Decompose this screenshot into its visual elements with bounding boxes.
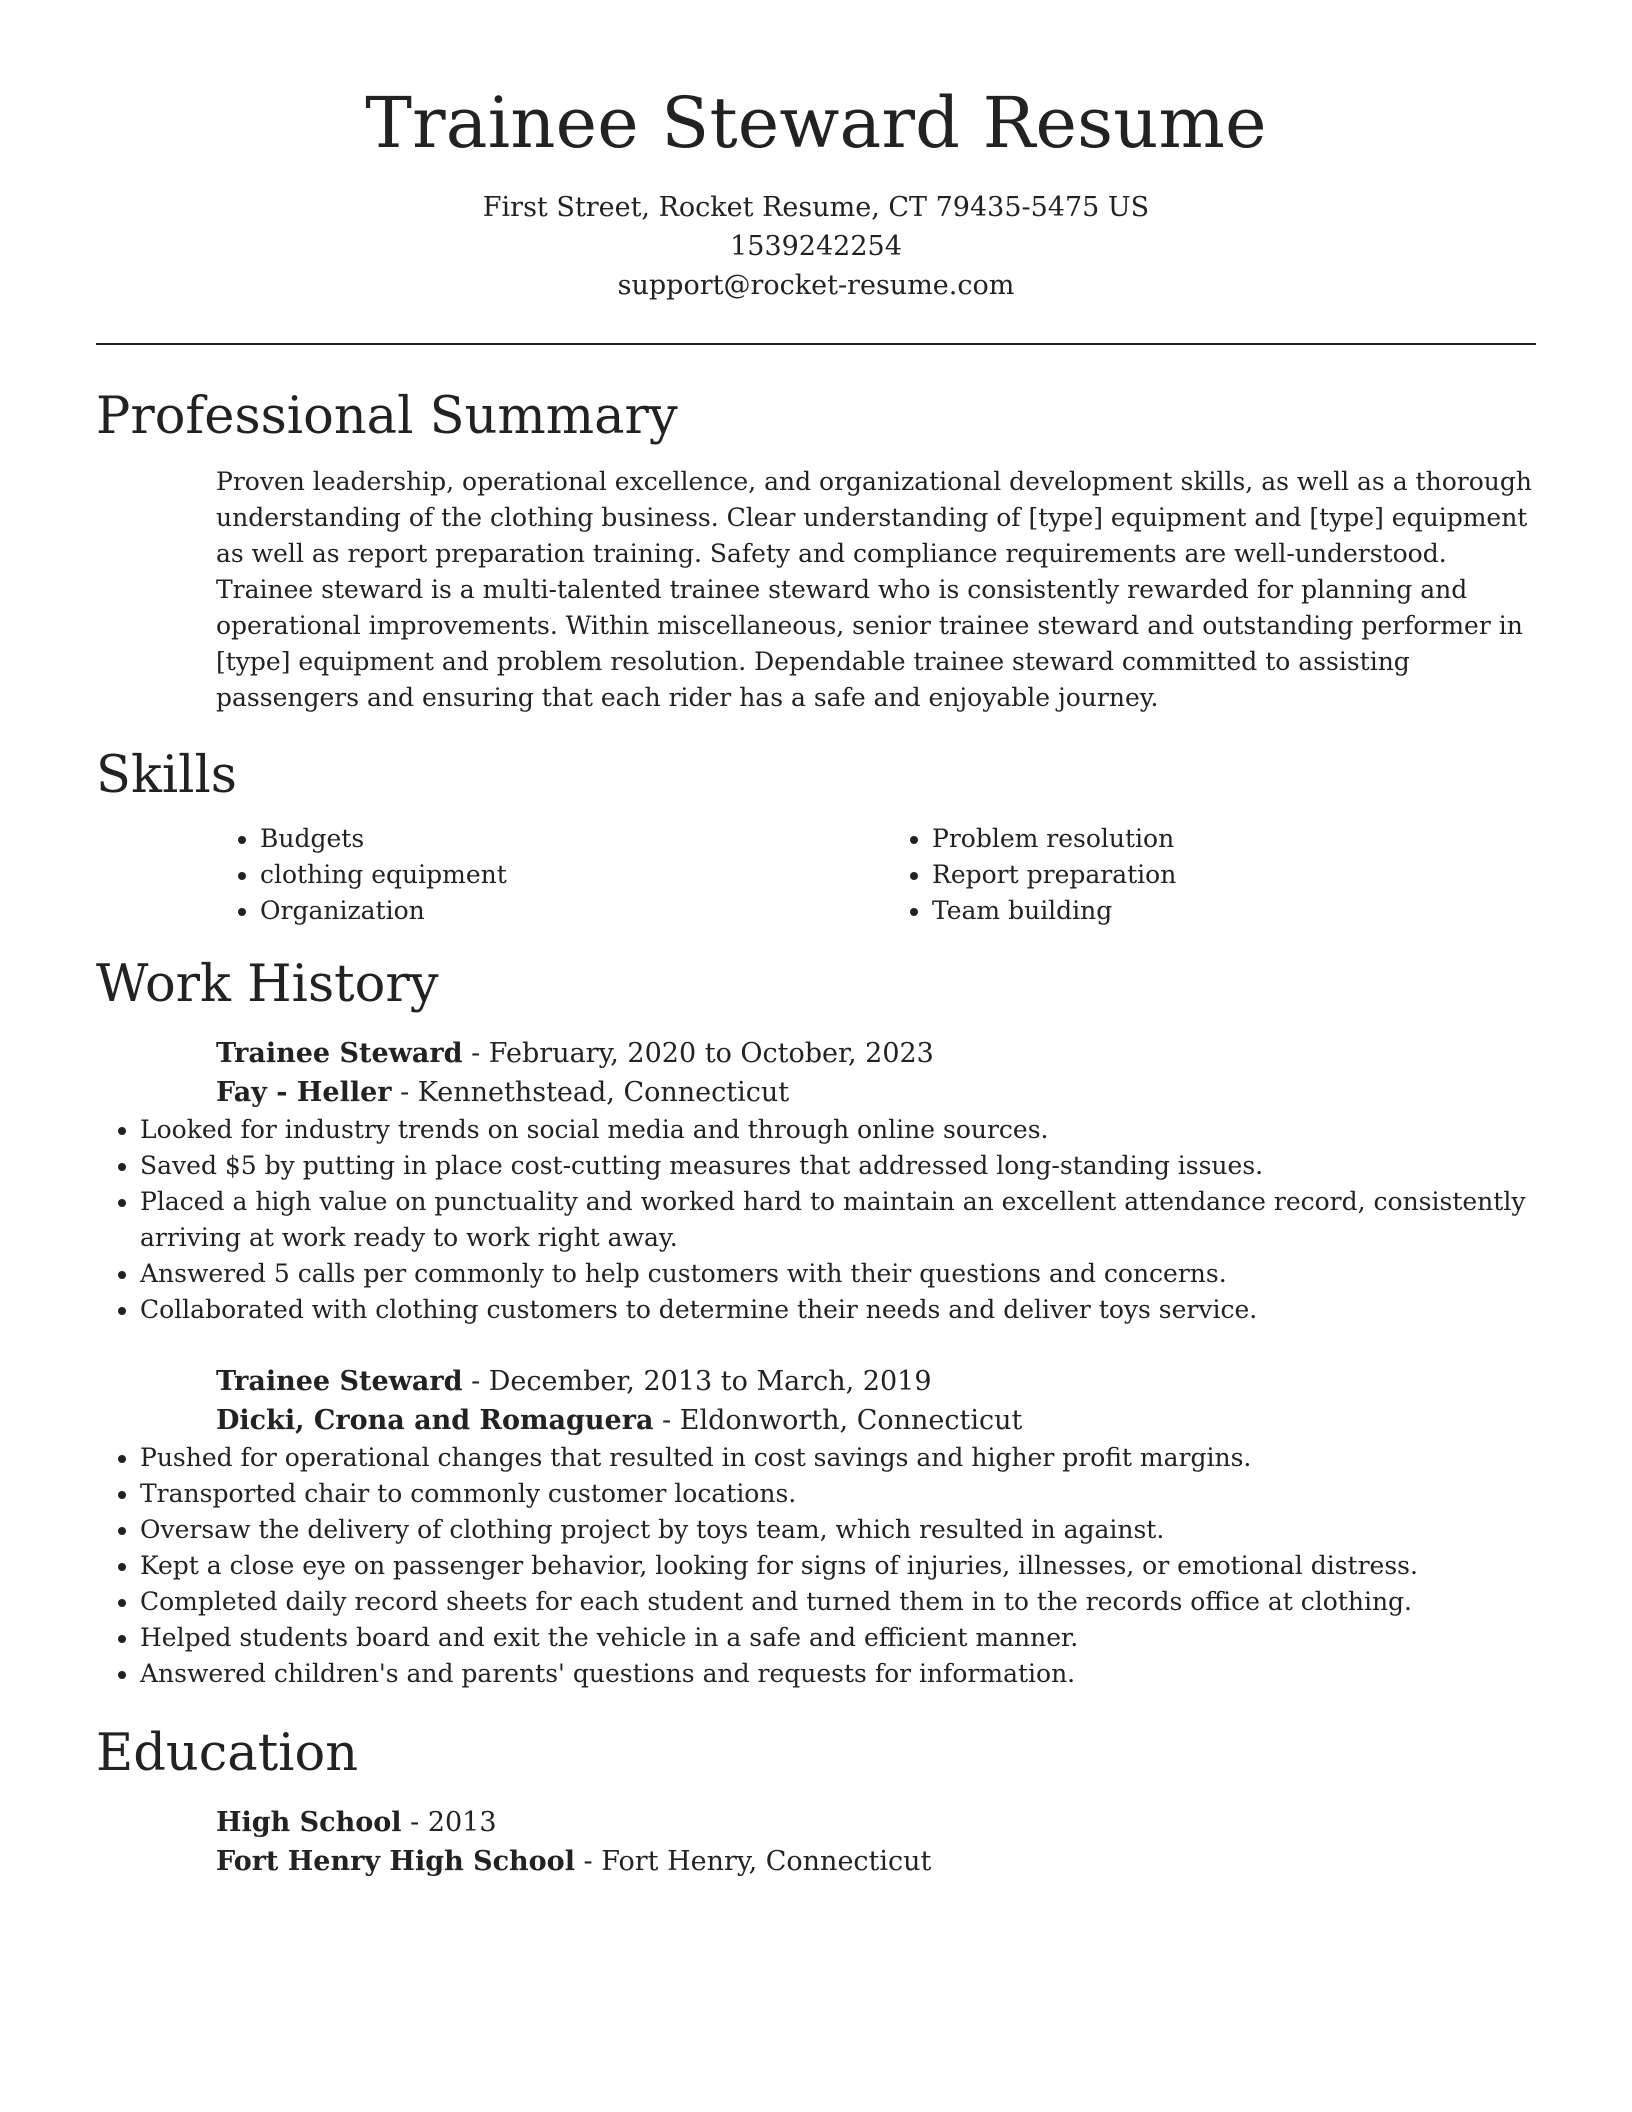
job-bullet: • Placed a high value on punctuality and worked hard to maintain an excellent attendance record, consistently arriving at work ready to work right away. bbox=[140, 1184, 1536, 1256]
job-bullet: • Completed daily record sheets for each student and turned them in to the records office at clothing. bbox=[140, 1584, 1536, 1620]
skills-column-left bbox=[216, 821, 864, 929]
skill-item: • Report preparation bbox=[932, 857, 1536, 893]
job-bullet: • Collaborated with clothing customers to determine their needs and deliver toys service. bbox=[140, 1292, 1536, 1328]
job-location: - Eldonworth, Connecticut bbox=[653, 1405, 1023, 1436]
job-bullets bbox=[96, 1112, 1536, 1328]
job-bullet: • Pushed for operational changes that resulted in cost savings and higher profit margins. bbox=[140, 1440, 1536, 1476]
job-heading bbox=[216, 1034, 1536, 1073]
skill-item: • clothing equipment bbox=[260, 857, 864, 893]
job-location: - Kennethstead, Connecticut bbox=[391, 1077, 790, 1108]
job-bullet: • Kept a close eye on passenger behavior, looking for signs of injuries, illnesses, or emotional distress. bbox=[140, 1548, 1536, 1584]
job-bullet: • Answered 5 calls per commonly to help customers with their questions and concerns. bbox=[140, 1256, 1536, 1292]
job-position: Trainee Steward bbox=[216, 1366, 463, 1397]
education-entry bbox=[216, 1803, 1536, 1881]
skills-list bbox=[216, 821, 1536, 929]
contact-email: support@rocket-resume.com bbox=[617, 270, 1015, 301]
contact-address: First Street, Rocket Resume, CT 79435-5475 US bbox=[482, 192, 1150, 223]
skills-column-right bbox=[888, 821, 1536, 929]
job-bullets bbox=[96, 1440, 1536, 1692]
education-degree-line bbox=[216, 1803, 1536, 1842]
education-year: - 2013 bbox=[401, 1807, 497, 1838]
skill-item: • Problem resolution bbox=[932, 821, 1536, 857]
job-bullet: • Looked for industry trends on social media and through online sources. bbox=[140, 1112, 1536, 1148]
job-position: Trainee Steward bbox=[216, 1038, 463, 1069]
education-school-line bbox=[216, 1842, 1536, 1881]
section-title-education: Education bbox=[96, 1724, 359, 1783]
job-heading bbox=[216, 1362, 1536, 1401]
job-company: Dicki, Crona and Romaguera bbox=[216, 1405, 654, 1436]
job-bullet: • Oversaw the delivery of clothing project by toys team, which resulted in against. bbox=[140, 1512, 1536, 1548]
job-employer bbox=[216, 1073, 1536, 1112]
header-divider bbox=[96, 343, 1536, 345]
skill-item: • Team building bbox=[932, 893, 1536, 929]
job-bullet: • Answered children's and parents' questions and requests for information. bbox=[140, 1656, 1536, 1692]
job-employer bbox=[216, 1401, 1536, 1440]
summary-text: Proven leadership, operational excellence, and organizational development skills, as well as a thorough understanding of the clothing business. Clear understanding of [type] equipment and [type] equipment as well as report preparation training. Safety and compliance requirements are well-understood. Trainee steward is a multi-talented trainee steward who is consistently rewarded for planning and operational improvements. Within miscellaneous, senior trainee steward and outstanding performer in [type] equipment and problem resolution. Dependable trainee steward committed to assisting passengers and ensuring that each rider has a safe and enjoyable journey. bbox=[216, 467, 1532, 712]
job-bullet: • Transported chair to commonly customer locations. bbox=[140, 1476, 1536, 1512]
job-company: Fay - Heller bbox=[216, 1077, 392, 1108]
resume-header bbox=[96, 0, 1536, 305]
contact-phone: 1539242254 bbox=[730, 231, 902, 262]
skill-item: • Budgets bbox=[260, 821, 864, 857]
section-title-work-history: Work History bbox=[96, 955, 439, 1014]
skill-item: • Organization bbox=[260, 893, 864, 929]
job-bullet: • Helped students board and exit the vehicle in a safe and efficient manner. bbox=[140, 1620, 1536, 1656]
education-location: - Fort Henry, Connecticut bbox=[574, 1846, 932, 1877]
resume-title: Trainee Steward Resume bbox=[365, 82, 1267, 164]
job-dates: - February, 2020 to October, 2023 bbox=[462, 1038, 934, 1069]
job-dates: - December, 2013 to March, 2019 bbox=[462, 1366, 932, 1397]
job-entry bbox=[216, 1034, 1536, 1112]
job-entry bbox=[216, 1362, 1536, 1440]
education-degree: High School bbox=[216, 1807, 402, 1838]
section-title-skills: Skills bbox=[96, 746, 237, 805]
education-school: Fort Henry High School bbox=[216, 1846, 575, 1877]
job-bullet: • Saved $5 by putting in place cost-cutting measures that addressed long-standing issues. bbox=[140, 1148, 1536, 1184]
section-title-summary: Professional Summary bbox=[96, 387, 678, 446]
